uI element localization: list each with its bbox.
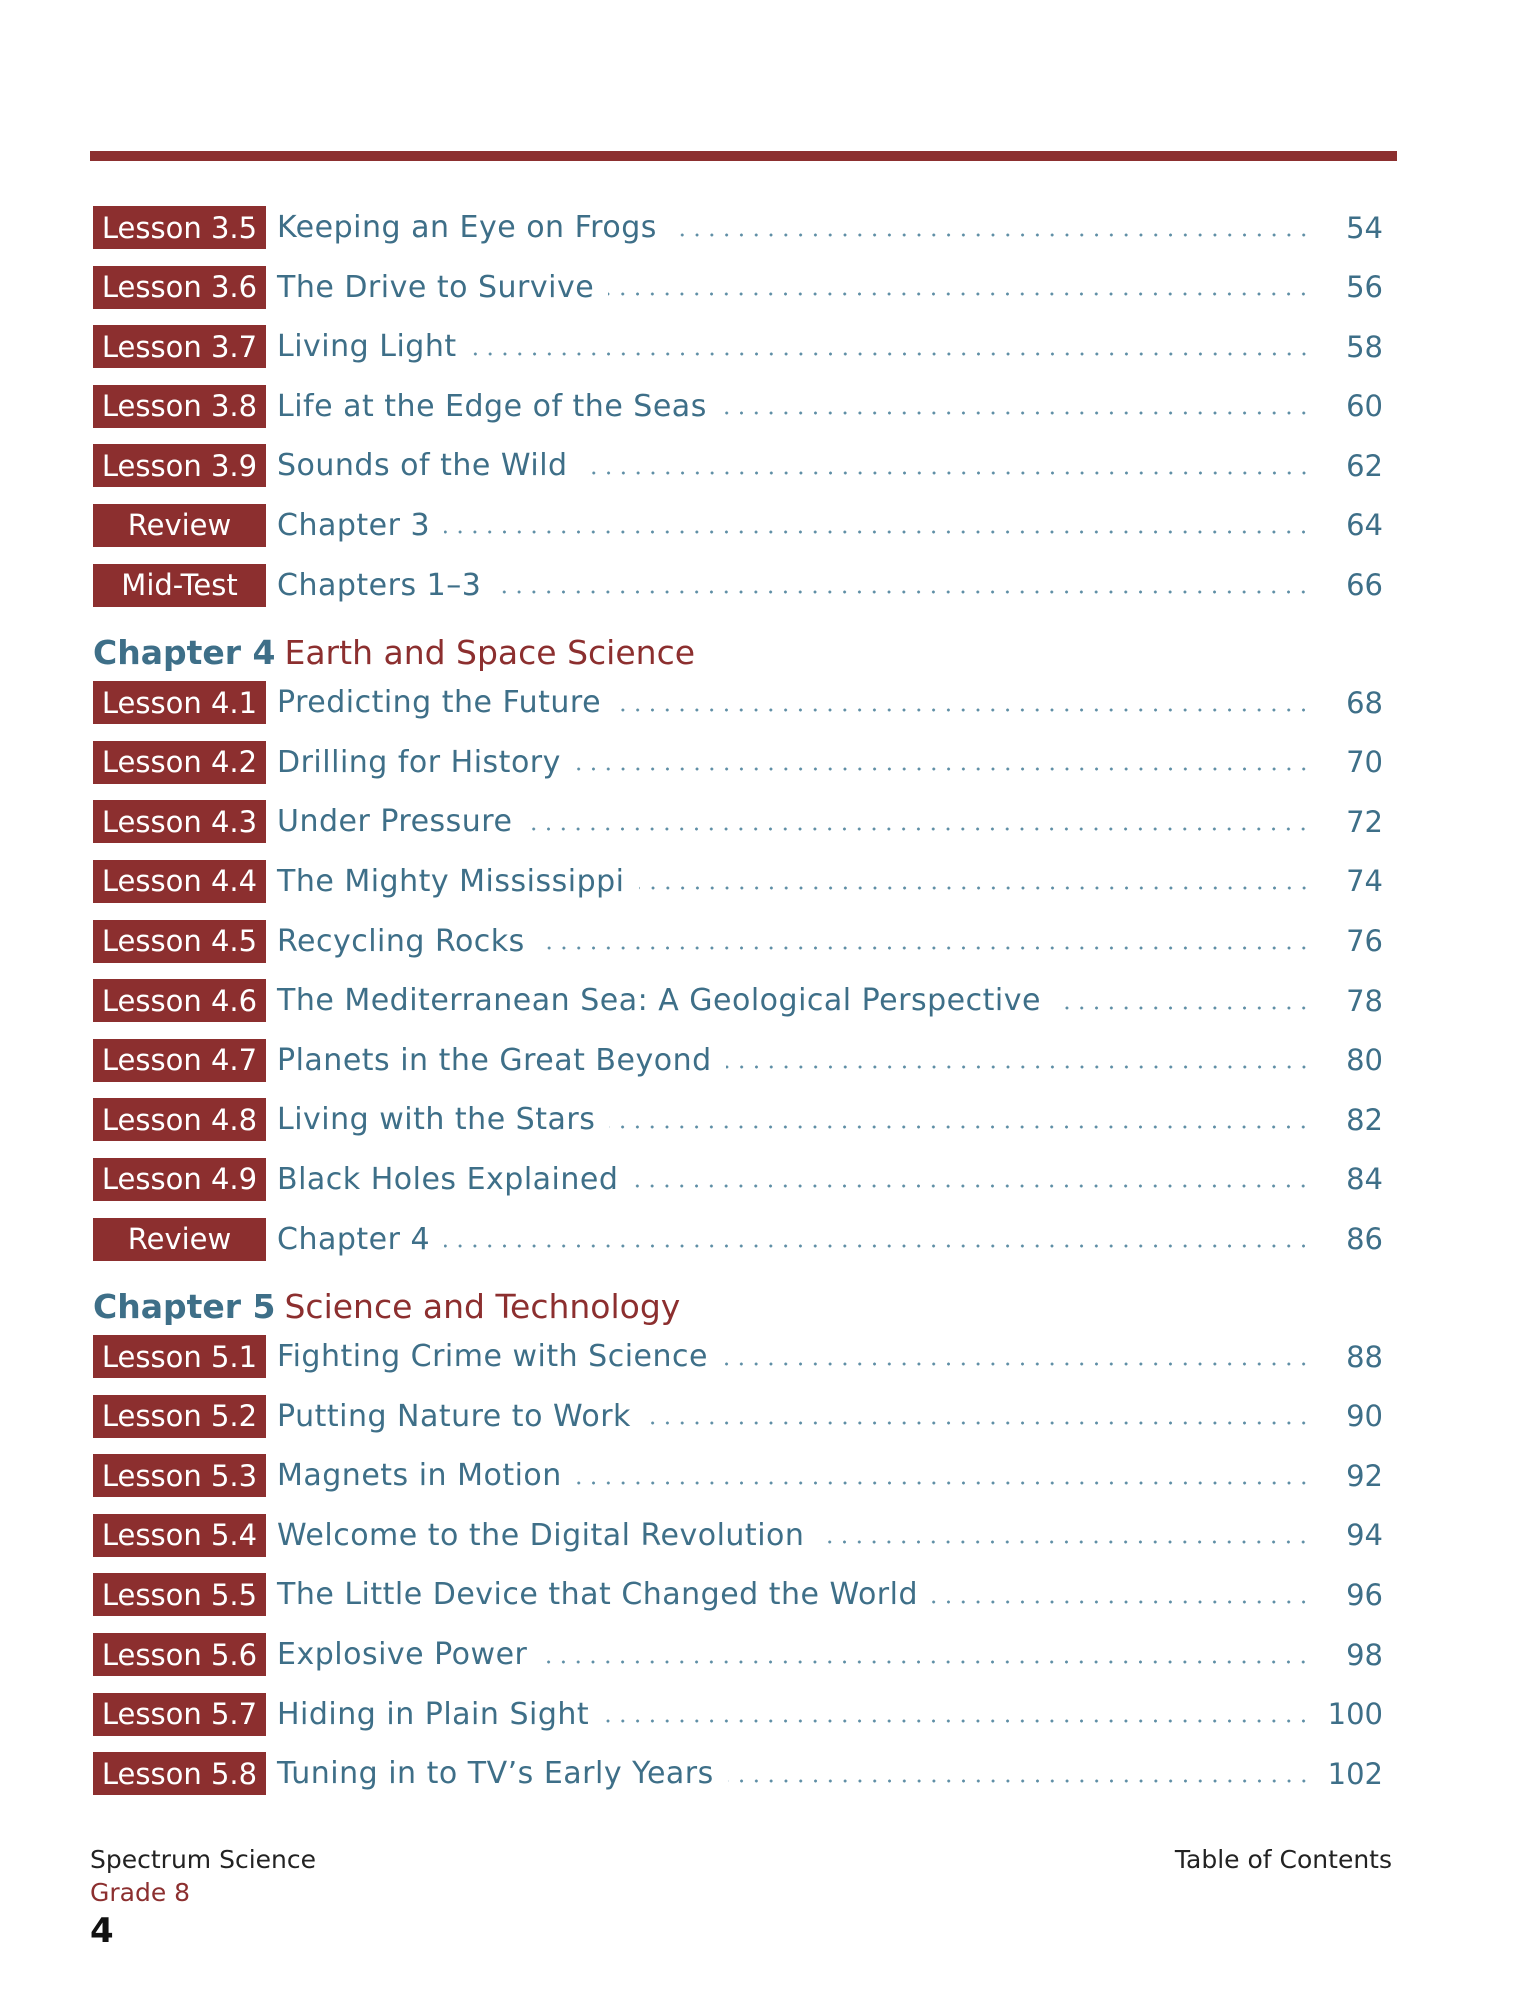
entry-title: The Little Device that Changed the World (277, 1577, 919, 1613)
toc-entry (93, 1335, 1383, 1378)
dot-leader (444, 1244, 1311, 1248)
toc-entry (93, 741, 1383, 784)
dot-leader (608, 292, 1311, 296)
lesson-badge: Lesson 5.6 (93, 1633, 266, 1676)
entry-title: Predicting the Future (277, 685, 602, 721)
lesson-badge: Lesson 4.4 (93, 860, 266, 903)
entry-title: Under Pressure (277, 804, 513, 840)
toc-entry (93, 920, 1383, 963)
chapter-number: Chapter 4 (93, 632, 276, 672)
entry-title: Living Light (277, 329, 457, 365)
toc-entry (93, 979, 1383, 1022)
dot-leader (495, 590, 1311, 594)
entry-page-number: 92 (1346, 1458, 1383, 1493)
entry-title: Explosive Power (277, 1637, 528, 1673)
dot-leader (645, 1421, 1311, 1425)
entry-page-number: 100 (1327, 1697, 1383, 1732)
entry-title: Sounds of the Wild (277, 448, 568, 484)
toc-entry (93, 860, 1383, 903)
entry-page-number: 74 (1346, 864, 1383, 899)
entry-title: Chapter 4 (277, 1221, 431, 1257)
entry-page-number: 64 (1346, 508, 1383, 543)
entry-title: The Drive to Survive (277, 269, 595, 305)
toc-entry (93, 206, 1383, 249)
lesson-badge: Mid-Test (93, 564, 266, 607)
dot-leader (582, 471, 1311, 475)
toc-entry (93, 444, 1383, 487)
entry-page-number: 86 (1346, 1222, 1383, 1256)
dot-leader (639, 886, 1312, 890)
chapter-title: Earth and Space Science (284, 632, 696, 672)
lesson-badge: Lesson 4.5 (93, 920, 266, 963)
dot-leader (722, 1362, 1311, 1366)
dot-leader (671, 233, 1311, 237)
entry-page-number: 56 (1346, 270, 1383, 305)
entry-page-number: 80 (1346, 1043, 1383, 1078)
entry-title: Welcome to the Digital Revolution (277, 1517, 805, 1553)
entry-page-number: 98 (1346, 1637, 1383, 1672)
toc-entry (93, 1454, 1383, 1497)
toc-entry (93, 1395, 1383, 1438)
toc-entry (93, 325, 1383, 368)
toc-entry (93, 504, 1383, 547)
lesson-badge: Review (93, 504, 266, 547)
entry-page-number: 70 (1346, 745, 1383, 780)
entry-page-number: 60 (1346, 389, 1383, 424)
top-rule (90, 151, 1397, 161)
dot-leader (444, 530, 1311, 534)
chapter-number: Chapter 5 (93, 1286, 276, 1326)
dot-leader (609, 1125, 1311, 1129)
entry-page-number: 68 (1346, 685, 1383, 720)
lesson-badge: Lesson 4.9 (93, 1158, 266, 1201)
entry-page-number: 72 (1346, 804, 1383, 839)
toc-group (93, 681, 1383, 1260)
entry-title: Keeping an Eye on Frogs (277, 210, 657, 245)
lesson-badge: Lesson 4.2 (93, 741, 266, 784)
table-of-contents (93, 206, 1383, 1812)
lesson-badge: Lesson 4.8 (93, 1098, 266, 1141)
entry-page-number: 90 (1346, 1399, 1383, 1434)
chapter-title: Science and Technology (284, 1286, 681, 1326)
entry-page-number: 66 (1346, 568, 1383, 603)
toc-entry (93, 564, 1383, 607)
toc-entry (93, 266, 1383, 309)
lesson-badge: Lesson 3.6 (93, 266, 266, 309)
lesson-badge: Lesson 3.5 (93, 206, 266, 249)
dot-leader (632, 1184, 1311, 1188)
dot-leader (526, 827, 1311, 831)
toc-entry (93, 1693, 1383, 1736)
entry-page-number: 84 (1346, 1162, 1383, 1197)
lesson-badge: Lesson 5.2 (93, 1395, 266, 1438)
lesson-badge: Lesson 4.6 (93, 979, 266, 1022)
lesson-badge: Lesson 5.7 (93, 1693, 266, 1736)
lesson-badge: Lesson 4.7 (93, 1039, 266, 1082)
dot-leader (728, 1779, 1311, 1783)
toc-entry (93, 1039, 1383, 1082)
dot-leader (1055, 1006, 1311, 1010)
lesson-badge: Lesson 5.4 (93, 1514, 266, 1557)
dot-leader (726, 1065, 1311, 1069)
lesson-badge: Lesson 5.8 (93, 1752, 266, 1795)
entry-page-number: 102 (1327, 1756, 1383, 1791)
dot-leader (818, 1540, 1311, 1544)
dot-leader (603, 1719, 1311, 1723)
lesson-badge: Lesson 5.5 (93, 1573, 266, 1616)
lesson-badge: Lesson 3.9 (93, 444, 266, 487)
toc-group (93, 206, 1383, 607)
entry-title: Black Holes Explained (277, 1161, 619, 1197)
entry-page-number: 58 (1346, 329, 1383, 364)
lesson-badge: Lesson 3.7 (93, 325, 266, 368)
entry-page-number: 78 (1346, 983, 1383, 1018)
entry-title: Fighting Crime with Science (277, 1339, 708, 1375)
entry-title: Life at the Edge of the Seas (277, 388, 707, 424)
lesson-badge: Lesson 3.8 (93, 385, 266, 428)
entry-page-number: 82 (1346, 1102, 1383, 1137)
lesson-badge: Lesson 4.3 (93, 800, 266, 843)
entry-title: The Mediterranean Sea: A Geological Perspective (277, 983, 1041, 1019)
toc-entry (93, 1573, 1383, 1616)
dot-leader (541, 1660, 1311, 1664)
toc-entry (93, 1633, 1383, 1676)
dot-leader (576, 1481, 1311, 1485)
toc-entry (93, 1514, 1383, 1557)
dot-leader (471, 352, 1311, 356)
entry-title: Hiding in Plain Sight (277, 1696, 590, 1732)
section-label: Table of Contents (1174, 1845, 1392, 1874)
dot-leader (932, 1600, 1311, 1604)
dot-leader (539, 946, 1311, 950)
entry-title: The Mighty Mississippi (277, 863, 625, 899)
entry-page-number: 94 (1346, 1518, 1383, 1553)
entry-page-number: 62 (1346, 448, 1383, 483)
grade-label: Grade 8 (90, 1878, 191, 1907)
lesson-badge: Review (93, 1218, 266, 1261)
toc-group (93, 1335, 1383, 1795)
entry-page-number: 54 (1346, 210, 1383, 245)
entry-title: Putting Nature to Work (277, 1398, 631, 1434)
entry-title: Chapters 1–3 (277, 567, 482, 603)
entry-title: Recycling Rocks (277, 923, 525, 959)
entry-page-number: 76 (1346, 924, 1383, 959)
entry-title: Chapter 3 (277, 507, 431, 543)
toc-entry (93, 1218, 1383, 1261)
chapter-heading (93, 623, 1383, 681)
book-title: Spectrum Science (90, 1845, 317, 1874)
footer-left (90, 1845, 316, 1951)
lesson-badge: Lesson 5.3 (93, 1454, 266, 1497)
entry-title: Living with the Stars (277, 1102, 596, 1138)
toc-entry (93, 1158, 1383, 1201)
entry-title: Tuning in to TV’s Early Years (277, 1756, 714, 1792)
entry-title: Drilling for History (277, 744, 561, 780)
lesson-badge: Lesson 5.1 (93, 1335, 266, 1378)
dot-leader (615, 708, 1311, 712)
dot-leader (575, 767, 1311, 771)
toc-entry (93, 1752, 1383, 1795)
entry-page-number: 88 (1346, 1339, 1383, 1374)
toc-entry (93, 681, 1383, 724)
toc-entry (93, 385, 1383, 428)
page-number: 4 (90, 1911, 114, 1951)
entry-title: Magnets in Motion (277, 1458, 562, 1494)
entry-title: Planets in the Great Beyond (277, 1042, 712, 1078)
toc-entry (93, 1098, 1383, 1141)
dot-leader (721, 411, 1311, 415)
entry-page-number: 96 (1346, 1577, 1383, 1612)
chapter-heading (93, 1277, 1383, 1335)
toc-entry (93, 800, 1383, 843)
lesson-badge: Lesson 4.1 (93, 681, 266, 724)
